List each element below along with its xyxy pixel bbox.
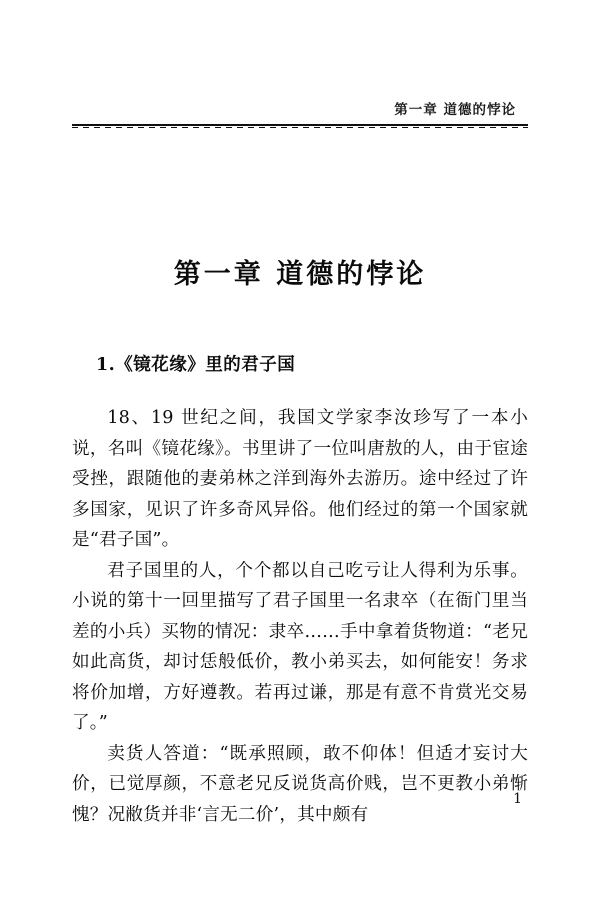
paragraph: 18、19 世纪之间，我国文学家李汝珍写了一本小说，名叫《镜花缘》。书里讲了一位叫唐敖的人，由于宦途受挫，跟随他的妻弟林之洋到海外去游历。途中经过了许多国家，见识了许多奇风异俗。他们经过的第一个国家就是“君子国”。 xyxy=(72,408,528,550)
body-text xyxy=(72,403,528,830)
section-heading: 1.《镜花缘》里的君子国 xyxy=(96,355,296,375)
page-title: 第一章 道德的悖论 xyxy=(173,259,427,290)
paragraph: 卖货人答道：“既承照顾，敢不仰体！但适才妄讨大价，已觉厚颜，不意老兄反说货高价贱，岂不更教小弟惭愧？况敝货并非‘言无二价’，其中颇有 xyxy=(72,743,528,825)
paragraph: 君子国里的人，个个都以自己吃亏让人得利为乐事。小说的第十一回里描写了君子国里一名隶卒（在衙门里当差的小兵）买物的情况：隶卒……手中拿着货物道：“老兄如此高货，却讨恁般低价，教小弟买去，如何能安！务求将价加增，方好遵教。若再过谦，那是有意不肯赏光交易了。” xyxy=(72,560,528,733)
page-number: 1 xyxy=(513,791,522,807)
running-head: 第一章 道德的悖论 xyxy=(394,102,516,118)
header-rule xyxy=(72,124,528,126)
